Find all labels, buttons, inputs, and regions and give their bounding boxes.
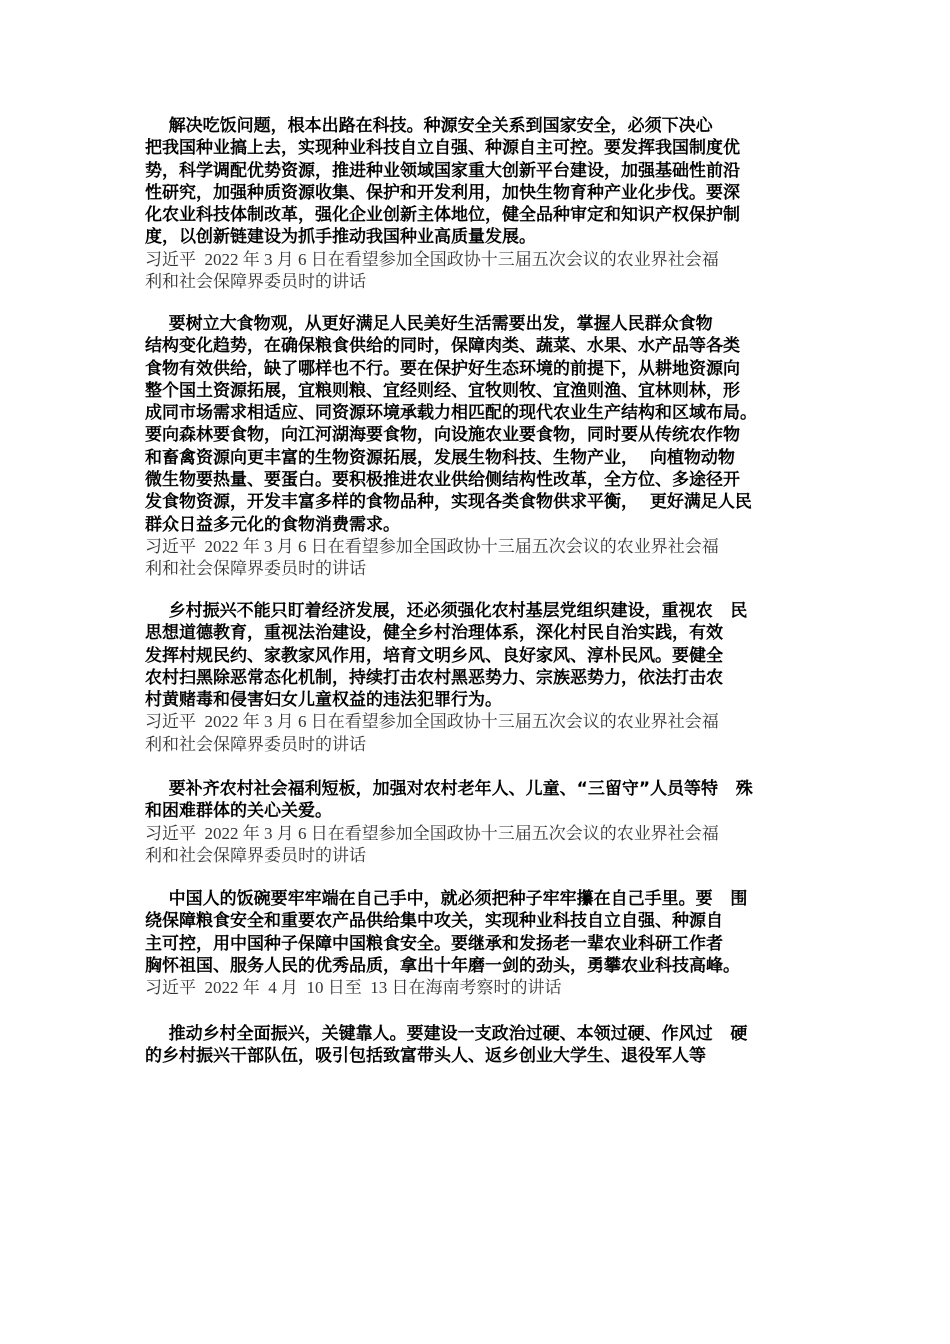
quote-line: 群众日益多元化的食物消费需求。 [145, 514, 400, 535]
quote-line: 村黄赌毒和侵害妇女儿童权益的违法犯罪行为。 [145, 690, 502, 711]
quote-line: 胸怀祖国、服务人民的优秀品质，拿出十年磨一剑的劲头，勇攀农业科技高峰。 [145, 955, 740, 976]
quote-source: 利和社会保障界委员时的讲话 [145, 734, 366, 754]
quote-line: 度，以创新链建设为抓手推动我国种业高质量发展。 [145, 227, 536, 248]
quote-line: 农村扫黑除恶常态化机制，持续打击农村黑恶势力、宗族恶势力，依法打击农 [145, 667, 723, 688]
quote-line: 乡村振兴不能只盯着经济发展，还必须强化农村基层党组织建设，重视农 民 [145, 601, 748, 621]
quote-line: 食物有效供给，缺了哪样也不行。要在保护好生态环境的前提下，从耕地资源向 [145, 358, 740, 379]
quote-line: 把我国种业搞上去，实现种业科技自立自强、种源自主可控。要发挥我国制度优 [145, 138, 740, 159]
quote-source: 习近平 2022 年 3 月 6 日在看望参加全国政协十三届五次会议的农业界社会福 [145, 536, 719, 556]
quote-line: 要补齐农村社会福利短板，加强对农村老年人、儿童、“三留守”人员等特 殊 [145, 779, 753, 799]
quote-source: 利和社会保障界委员时的讲话 [145, 559, 366, 579]
quote-line: 绕保障粮食安全和重要农产品供给集中攻关，实现种业科技自立自强、种源自 [145, 911, 723, 932]
quote-block-6 [145, 1023, 825, 1068]
quote-line: 中国人的饭碗要牢牢端在自己手中，就必须把种子牢牢攥在自己手里。要 围 [145, 889, 748, 909]
quote-block-1 [145, 115, 825, 294]
quote-line: 成同市场需求相适应、同资源环境承载力相匹配的现代农业生产结构和区域布局。 [145, 403, 757, 424]
quote-line: 发挥村规民约、家教家风作用，培育文明乡风、良好家风、淳朴民风。要健全 [145, 645, 723, 666]
quote-line: 主可控，用中国种子保障中国粮食安全。要继承和发扬老一辈农业科研工作者 [145, 933, 723, 954]
quote-source: 习近平 2022 年 3 月 6 日在看望参加全国政协十三届五次会议的农业界社会福 [145, 249, 719, 269]
quote-block-5 [145, 888, 825, 1000]
quote-block-2 [145, 313, 825, 581]
quote-line: 要向森林要食物，向江河湖海要食物，向设施农业要食物，同时要从传统农作物 [145, 425, 740, 446]
quote-line: 要树立大食物观，从更好满足人民美好生活需要出发，掌握人民群众食物 [145, 314, 713, 334]
quote-source: 利和社会保障界委员时的讲话 [145, 846, 366, 866]
quote-line: 推动乡村全面振兴，关键靠人。要建设一支政治过硬、本领过硬、作风过 硬 [145, 1024, 748, 1044]
quote-source: 习近平 2022 年 4 月 10 日至 13 日在海南考察时的讲话 [145, 978, 562, 998]
quote-line: 的乡村振兴干部队伍，吸引包括致富带头人、返乡创业大学生、退役军人等 [145, 1046, 706, 1067]
quote-line: 微生物要热量、要蛋白。要积极推进农业供给侧结构性改革，全方位、多途径开 [145, 470, 740, 491]
quote-line: 整个国土资源拓展，宜粮则粮、宜经则经、宜牧则牧、宜渔则渔、宜林则林，形 [145, 380, 740, 401]
quote-line: 发食物资源，开发丰富多样的食物品种，实现各类食物供求平衡， 更好满足人民 [145, 492, 752, 513]
quote-block-3 [145, 600, 825, 756]
quote-line: 化农业科技体制改革，强化企业创新主体地位，健全品种审定和知识产权保护制 [145, 205, 740, 226]
quote-line: 结构变化趋势，在确保粮食供给的同时，保障肉类、蔬菜、水果、水产品等各类 [145, 336, 740, 357]
quote-line: 和畜禽资源向更丰富的生物资源拓展，发展生物科技、生物产业， 向植物动物 [145, 447, 735, 468]
quote-line: 性研究，加强种质资源收集、保护和开发利用，加快生物育种产业化步伐。要深 [145, 182, 740, 203]
quote-source: 习近平 2022 年 3 月 6 日在看望参加全国政协十三届五次会议的农业界社会福 [145, 823, 719, 843]
quote-line: 势，科学调配优势资源，推进种业领域国家重大创新平台建设，加强基础性前沿 [145, 160, 740, 181]
quote-block-4 [145, 778, 825, 868]
quote-line: 思想道德教育，重视法治建设，健全乡村治理体系，深化村民自治实践，有效 [145, 623, 723, 644]
quote-line: 和困难群体的关心关爱。 [145, 801, 332, 822]
quote-source: 利和社会保障界委员时的讲话 [145, 272, 366, 292]
quote-line: 解决吃饭问题，根本出路在科技。种源安全关系到国家安全，必须下决心 [145, 116, 713, 136]
quote-source: 习近平 2022 年 3 月 6 日在看望参加全国政协十三届五次会议的农业界社会福 [145, 712, 719, 732]
